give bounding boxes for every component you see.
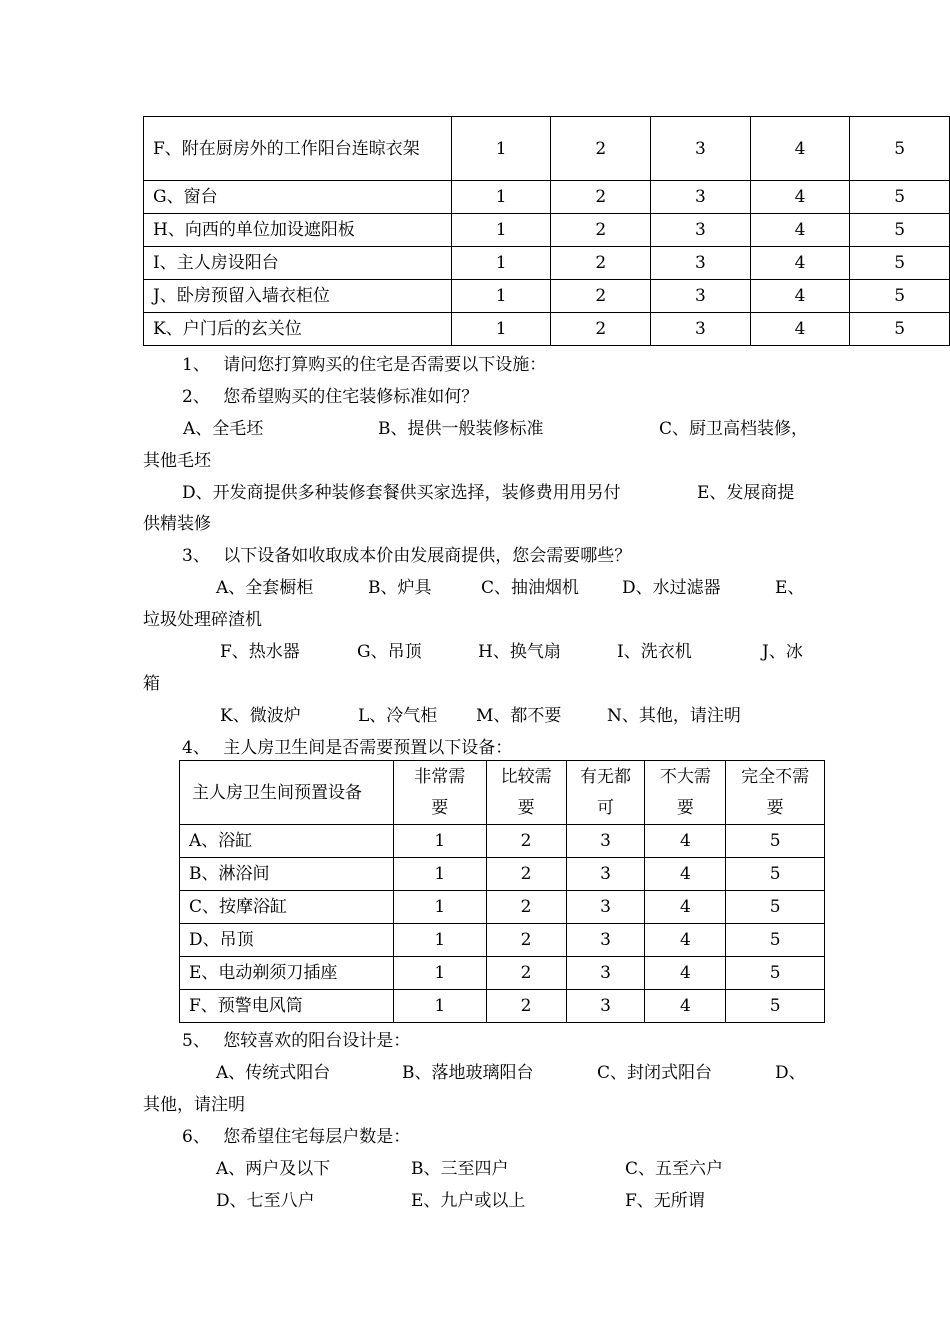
rating-cell: 1 — [393, 825, 486, 858]
table-header-row — [180, 761, 825, 825]
rating-cell: 4 — [645, 990, 726, 1023]
question-text: 以下设备如收取成本价由发展商提供，您会需要哪些？ — [223, 546, 632, 566]
rating-cell: 5 — [726, 891, 825, 924]
question-number: 1、 — [182, 355, 210, 375]
rating-cell: 3 — [566, 891, 645, 924]
option-k: K、微波炉 — [220, 706, 301, 726]
rating-cell: 5 — [850, 313, 950, 346]
question-number: 4、 — [182, 738, 210, 758]
rating-cell: 2 — [551, 247, 651, 280]
option-c-continued: 其他毛坯 — [143, 451, 211, 471]
table-row — [144, 117, 950, 181]
rating-cell: 1 — [393, 990, 486, 1023]
facilities-table — [143, 116, 950, 346]
table-row — [180, 891, 825, 924]
row-label: H、向西的单位加设遮阳板 — [144, 214, 452, 247]
question-text: 您较喜欢的阳台设计是： — [223, 1031, 411, 1051]
option-g: G、吊顶 — [357, 642, 422, 662]
rating-cell: 4 — [750, 280, 850, 313]
option-d: D、水过滤器 — [622, 578, 721, 598]
table-row — [144, 214, 950, 247]
column-header-needed — [486, 761, 566, 825]
row-label: C、按摩浴缸 — [180, 891, 394, 924]
option-d-continued: 其他，请注明 — [143, 1095, 245, 1115]
rating-cell: 3 — [651, 117, 751, 181]
table-row — [144, 181, 950, 214]
option-d: D、七至八户 — [216, 1191, 315, 1211]
option-c: C、抽油烟机 — [481, 578, 580, 598]
table-row — [180, 825, 825, 858]
rating-cell: 4 — [750, 313, 850, 346]
rating-cell: 1 — [451, 214, 551, 247]
rating-cell: 4 — [645, 858, 726, 891]
rating-cell: 2 — [551, 280, 651, 313]
row-label: E、电动剃须刀插座 — [180, 957, 394, 990]
rating-cell: 5 — [850, 214, 950, 247]
option-j-continued: 箱 — [143, 674, 160, 694]
option-d: D、 — [775, 1063, 806, 1083]
row-label: D、吊顶 — [180, 924, 394, 957]
option-f: F、热水器 — [220, 642, 300, 662]
question-3 — [182, 545, 631, 567]
question-2 — [182, 386, 478, 408]
header-line: 要 — [517, 797, 535, 818]
rating-cell: 1 — [393, 957, 486, 990]
column-header-either — [566, 761, 645, 825]
column-header-equipment: 主人房卫生间预置设备 — [180, 761, 394, 825]
rating-cell: 4 — [645, 924, 726, 957]
row-label: G、窗台 — [144, 181, 452, 214]
rating-cell: 1 — [393, 858, 486, 891]
rating-cell: 2 — [551, 117, 651, 181]
rating-cell: 1 — [451, 247, 551, 280]
option-e-continued: 垃圾处理碎渣机 — [143, 610, 262, 630]
row-label: J、卧房预留入墙衣柜位 — [144, 280, 452, 313]
rating-cell: 5 — [726, 957, 825, 990]
option-e: E、九户或以上 — [411, 1191, 526, 1211]
column-header-very-needed — [393, 761, 486, 825]
rating-cell: 3 — [651, 214, 751, 247]
question-number: 2、 — [182, 387, 210, 407]
option-h: H、换气扇 — [478, 642, 561, 662]
rating-cell: 2 — [486, 924, 566, 957]
question-number: 3、 — [182, 546, 210, 566]
question-text: 您希望购买的住宅装修标准如何？ — [223, 387, 479, 407]
header-line: 有无都 — [580, 766, 631, 787]
rating-cell: 1 — [451, 117, 551, 181]
option-d: D、开发商提供多种装修套餐供买家选择，装修费用用另付 — [182, 483, 621, 503]
rating-cell: 3 — [651, 181, 751, 214]
header-line: 完全不需 — [741, 766, 810, 787]
rating-cell: 3 — [566, 858, 645, 891]
question-number: 5、 — [182, 1031, 210, 1051]
rating-cell: 2 — [486, 957, 566, 990]
option-a: A、传统式阳台 — [216, 1063, 331, 1083]
row-label: F、附在厨房外的工作阳台连晾衣架 — [144, 117, 452, 181]
question-number: 6、 — [182, 1127, 210, 1147]
option-b: B、落地玻璃阳台 — [402, 1063, 534, 1083]
rating-cell: 5 — [850, 280, 950, 313]
option-e: E、发展商提 — [697, 483, 795, 503]
rating-cell: 4 — [750, 247, 850, 280]
rating-cell: 2 — [486, 990, 566, 1023]
header-line: 不大需 — [659, 766, 711, 787]
rating-cell: 5 — [850, 181, 950, 214]
option-l: L、冷气柜 — [358, 706, 438, 726]
rating-cell: 2 — [486, 858, 566, 891]
row-label: I、主人房设阳台 — [144, 247, 452, 280]
column-header-not-needed — [726, 761, 825, 825]
rating-cell: 2 — [486, 825, 566, 858]
rating-cell: 5 — [850, 117, 950, 181]
question-1 — [182, 354, 546, 376]
rating-cell: 2 — [551, 313, 651, 346]
rating-cell: 1 — [393, 891, 486, 924]
rating-cell: 1 — [451, 313, 551, 346]
rating-cell: 4 — [645, 825, 726, 858]
header-line: 非常需 — [414, 766, 466, 787]
rating-cell: 5 — [726, 990, 825, 1023]
rating-cell: 1 — [451, 181, 551, 214]
question-4 — [182, 737, 512, 759]
rating-cell: 1 — [451, 280, 551, 313]
header-line: 要 — [431, 797, 449, 818]
rating-cell: 3 — [566, 825, 645, 858]
rating-cell: 3 — [566, 924, 645, 957]
option-f: F、无所谓 — [625, 1191, 705, 1211]
rating-cell: 4 — [645, 957, 726, 990]
row-label: K、户门后的玄关位 — [144, 313, 452, 346]
rating-cell: 4 — [750, 214, 850, 247]
column-header-not-much-needed — [645, 761, 726, 825]
option-e: E、 — [775, 578, 805, 598]
option-a: A、全套橱柜 — [216, 578, 314, 598]
option-b: B、三至四户 — [411, 1159, 509, 1179]
question-6 — [182, 1126, 410, 1148]
row-label: A、浴缸 — [180, 825, 394, 858]
rating-cell: 3 — [651, 247, 751, 280]
rating-cell: 5 — [726, 858, 825, 891]
option-a: A、全毛坯 — [183, 419, 264, 439]
option-c: C、厨卫高档装修， — [659, 419, 809, 439]
table-row — [144, 313, 950, 346]
rating-cell: 3 — [566, 957, 645, 990]
table-row — [180, 990, 825, 1023]
rating-cell: 3 — [566, 990, 645, 1023]
question-text: 请问您打算购买的住宅是否需要以下设施： — [223, 355, 547, 375]
rating-cell: 4 — [645, 891, 726, 924]
row-label: B、淋浴间 — [180, 858, 394, 891]
rating-cell: 4 — [750, 181, 850, 214]
rating-cell: 4 — [750, 117, 850, 181]
option-c: C、五至六户 — [625, 1159, 724, 1179]
option-m: M、都不要 — [476, 706, 562, 726]
rating-cell: 3 — [651, 313, 751, 346]
option-e-continued: 供精装修 — [143, 514, 211, 534]
header-line: 比较需 — [500, 766, 552, 787]
rating-cell: 3 — [651, 280, 751, 313]
rating-cell: 2 — [551, 181, 651, 214]
question-text: 主人房卫生间是否需要预置以下设备： — [223, 738, 513, 758]
table-row — [144, 247, 950, 280]
row-label: F、预警电风筒 — [180, 990, 394, 1023]
rating-cell: 2 — [486, 891, 566, 924]
header-line: 要 — [766, 797, 784, 818]
bathroom-equipment-table — [179, 760, 825, 1023]
table-row — [180, 957, 825, 990]
rating-cell: 1 — [393, 924, 486, 957]
table-row — [144, 280, 950, 313]
option-j: J、冰 — [762, 642, 803, 662]
rating-cell: 5 — [726, 825, 825, 858]
option-n: N、其他，请注明 — [607, 706, 741, 726]
option-a: A、两户及以下 — [216, 1159, 331, 1179]
question-5 — [182, 1030, 410, 1052]
option-i: I、洗衣机 — [617, 642, 692, 662]
header-line: 要 — [676, 797, 694, 818]
rating-cell: 5 — [726, 924, 825, 957]
question-text: 您希望住宅每层户数是： — [223, 1127, 411, 1147]
option-b: B、炉具 — [368, 578, 432, 598]
table-row — [180, 858, 825, 891]
option-b: B、提供一般装修标准 — [378, 419, 544, 439]
table-row — [180, 924, 825, 957]
header-line: 可 — [597, 797, 614, 818]
rating-cell: 5 — [850, 247, 950, 280]
option-c: C、封闭式阳台 — [597, 1063, 713, 1083]
rating-cell: 2 — [551, 214, 651, 247]
